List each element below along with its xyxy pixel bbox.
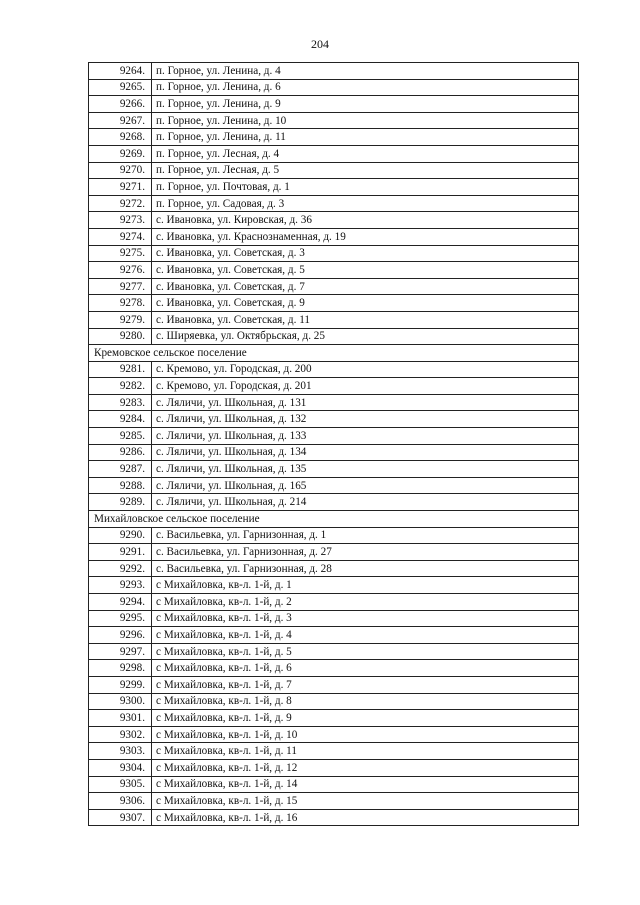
- table-row: [89, 212, 579, 229]
- address-cell: с. Ляличи, ул. Школьная, д. 133: [152, 428, 579, 445]
- row-number: 9278.: [89, 295, 152, 312]
- table-row: [89, 793, 579, 810]
- address-cell: п. Горное, ул. Ленина, д. 6: [152, 79, 579, 96]
- row-number: 9284.: [89, 411, 152, 428]
- row-number: 9274.: [89, 228, 152, 245]
- table-row: [89, 743, 579, 760]
- table-row: [89, 295, 579, 312]
- address-cell: с. Ляличи, ул. Школьная, д. 134: [152, 444, 579, 461]
- row-number: 9281.: [89, 361, 152, 378]
- table-row: [89, 627, 579, 644]
- row-number: 9306.: [89, 793, 152, 810]
- table-row: [89, 660, 579, 677]
- page-number: 204: [311, 37, 329, 51]
- address-cell: п. Горное, ул. Садовая, д. 3: [152, 195, 579, 212]
- address-cell: с. Ляличи, ул. Школьная, д. 165: [152, 477, 579, 494]
- row-number: 9282.: [89, 378, 152, 395]
- section-title: Кремовское сельское поселение: [89, 345, 579, 362]
- row-number: 9287.: [89, 461, 152, 478]
- row-number: 9283.: [89, 394, 152, 411]
- address-cell: с. Ляличи, ул. Школьная, д. 131: [152, 394, 579, 411]
- address-cell: с Михайловка, кв-л. 1-й, д. 8: [152, 693, 579, 710]
- address-cell: с. Кремово, ул. Городская, д. 200: [152, 361, 579, 378]
- row-number: 9280.: [89, 328, 152, 345]
- table-row: [89, 477, 579, 494]
- row-number: 9272.: [89, 195, 152, 212]
- row-number: 9264.: [89, 63, 152, 80]
- row-number: 9268.: [89, 129, 152, 146]
- table-row: [89, 378, 579, 395]
- table-row: [89, 594, 579, 611]
- row-number: 9296.: [89, 627, 152, 644]
- table-row: [89, 129, 579, 146]
- address-cell: п. Горное, ул. Ленина, д. 9: [152, 96, 579, 113]
- address-cell: п. Горное, ул. Ленина, д. 11: [152, 129, 579, 146]
- address-cell: с. Ляличи, ул. Школьная, д. 214: [152, 494, 579, 511]
- table-row: [89, 809, 579, 826]
- section-header-row: [89, 511, 579, 528]
- address-cell: п. Горное, ул. Почтовая, д. 1: [152, 179, 579, 196]
- table-row: [89, 560, 579, 577]
- row-number: 9291.: [89, 544, 152, 561]
- address-cell: с Михайловка, кв-л. 1-й, д. 7: [152, 676, 579, 693]
- row-number: 9300.: [89, 693, 152, 710]
- address-cell: п. Горное, ул. Лесная, д. 4: [152, 145, 579, 162]
- row-number: 9304.: [89, 759, 152, 776]
- table-row: [89, 577, 579, 594]
- row-number: 9286.: [89, 444, 152, 461]
- table-row: [89, 112, 579, 129]
- row-number: 9295.: [89, 610, 152, 627]
- row-number: 9305.: [89, 776, 152, 793]
- table-row: [89, 145, 579, 162]
- row-number: 9269.: [89, 145, 152, 162]
- address-cell: с. Ивановка, ул. Краснознаменная, д. 19: [152, 228, 579, 245]
- row-number: 9297.: [89, 643, 152, 660]
- table-row: [89, 63, 579, 80]
- table-row: [89, 676, 579, 693]
- row-number: 9276.: [89, 262, 152, 279]
- row-number: 9292.: [89, 560, 152, 577]
- table-row: [89, 693, 579, 710]
- row-number: 9266.: [89, 96, 152, 113]
- table-row: [89, 394, 579, 411]
- table-row: [89, 759, 579, 776]
- address-cell: с. Ляличи, ул. Школьная, д. 135: [152, 461, 579, 478]
- row-number: 9270.: [89, 162, 152, 179]
- address-cell: с Михайловка, кв-л. 1-й, д. 12: [152, 759, 579, 776]
- row-number: 9299.: [89, 676, 152, 693]
- address-cell: с Михайловка, кв-л. 1-й, д. 3: [152, 610, 579, 627]
- row-number: 9271.: [89, 179, 152, 196]
- table-row: [89, 494, 579, 511]
- address-cell: с. Ивановка, ул. Советская, д. 5: [152, 262, 579, 279]
- address-cell: с Михайловка, кв-л. 1-й, д. 16: [152, 809, 579, 826]
- row-number: 9265.: [89, 79, 152, 96]
- table-row: [89, 428, 579, 445]
- table-row: [89, 262, 579, 279]
- table-row: [89, 726, 579, 743]
- address-table-body: [89, 63, 579, 826]
- address-cell: с Михайловка, кв-л. 1-й, д. 5: [152, 643, 579, 660]
- table-row: [89, 361, 579, 378]
- table-row: [89, 179, 579, 196]
- row-number: 9302.: [89, 726, 152, 743]
- row-number: 9267.: [89, 112, 152, 129]
- table-row: [89, 228, 579, 245]
- table-row: [89, 610, 579, 627]
- table-row: [89, 328, 579, 345]
- address-cell: с Михайловка, кв-л. 1-й, д. 1: [152, 577, 579, 594]
- address-cell: с Михайловка, кв-л. 1-й, д. 14: [152, 776, 579, 793]
- table-row: [89, 96, 579, 113]
- table-row: [89, 411, 579, 428]
- address-cell: с Михайловка, кв-л. 1-й, д. 15: [152, 793, 579, 810]
- address-cell: с. Ивановка, ул. Советская, д. 7: [152, 278, 579, 295]
- table-row: [89, 311, 579, 328]
- table-row: [89, 245, 579, 262]
- row-number: 9301.: [89, 710, 152, 727]
- row-number: 9273.: [89, 212, 152, 229]
- address-cell: п. Горное, ул. Ленина, д. 4: [152, 63, 579, 80]
- address-cell: с. Васильевка, ул. Гарнизонная, д. 28: [152, 560, 579, 577]
- address-cell: с. Ширяевка, ул. Октябрьская, д. 25: [152, 328, 579, 345]
- address-cell: с Михайловка, кв-л. 1-й, д. 2: [152, 594, 579, 611]
- address-cell: с. Ивановка, ул. Советская, д. 3: [152, 245, 579, 262]
- row-number: 9277.: [89, 278, 152, 295]
- address-cell: с Михайловка, кв-л. 1-й, д. 9: [152, 710, 579, 727]
- address-cell: с. Васильевка, ул. Гарнизонная, д. 27: [152, 544, 579, 561]
- address-cell: с Михайловка, кв-л. 1-й, д. 10: [152, 726, 579, 743]
- row-number: 9294.: [89, 594, 152, 611]
- table-row: [89, 527, 579, 544]
- row-number: 9279.: [89, 311, 152, 328]
- row-number: 9293.: [89, 577, 152, 594]
- table-row: [89, 461, 579, 478]
- address-cell: п. Горное, ул. Лесная, д. 5: [152, 162, 579, 179]
- address-cell: с. Кремово, ул. Городская, д. 201: [152, 378, 579, 395]
- table-row: [89, 643, 579, 660]
- row-number: 9275.: [89, 245, 152, 262]
- address-cell: с Михайловка, кв-л. 1-й, д. 6: [152, 660, 579, 677]
- address-cell: п. Горное, ул. Ленина, д. 10: [152, 112, 579, 129]
- table-row: [89, 776, 579, 793]
- table-row: [89, 444, 579, 461]
- table-row: [89, 710, 579, 727]
- table-row: [89, 278, 579, 295]
- table-row: [89, 79, 579, 96]
- row-number: 9290.: [89, 527, 152, 544]
- row-number: 9289.: [89, 494, 152, 511]
- row-number: 9307.: [89, 809, 152, 826]
- address-cell: с Михайловка, кв-л. 1-й, д. 11: [152, 743, 579, 760]
- row-number: 9285.: [89, 428, 152, 445]
- address-cell: с. Ивановка, ул. Советская, д. 9: [152, 295, 579, 312]
- address-cell: с. Ивановка, ул. Советская, д. 11: [152, 311, 579, 328]
- address-cell: с Михайловка, кв-л. 1-й, д. 4: [152, 627, 579, 644]
- row-number: 9298.: [89, 660, 152, 677]
- table-row: [89, 544, 579, 561]
- address-cell: с. Васильевка, ул. Гарнизонная, д. 1: [152, 527, 579, 544]
- address-cell: с. Ивановка, ул. Кировская, д. 36: [152, 212, 579, 229]
- row-number: 9303.: [89, 743, 152, 760]
- table-row: [89, 195, 579, 212]
- section-header-row: [89, 345, 579, 362]
- address-cell: с. Ляличи, ул. Школьная, д. 132: [152, 411, 579, 428]
- row-number: 9288.: [89, 477, 152, 494]
- table-row: [89, 162, 579, 179]
- address-table: [88, 62, 579, 826]
- section-title: Михайловское сельское поселение: [89, 511, 579, 528]
